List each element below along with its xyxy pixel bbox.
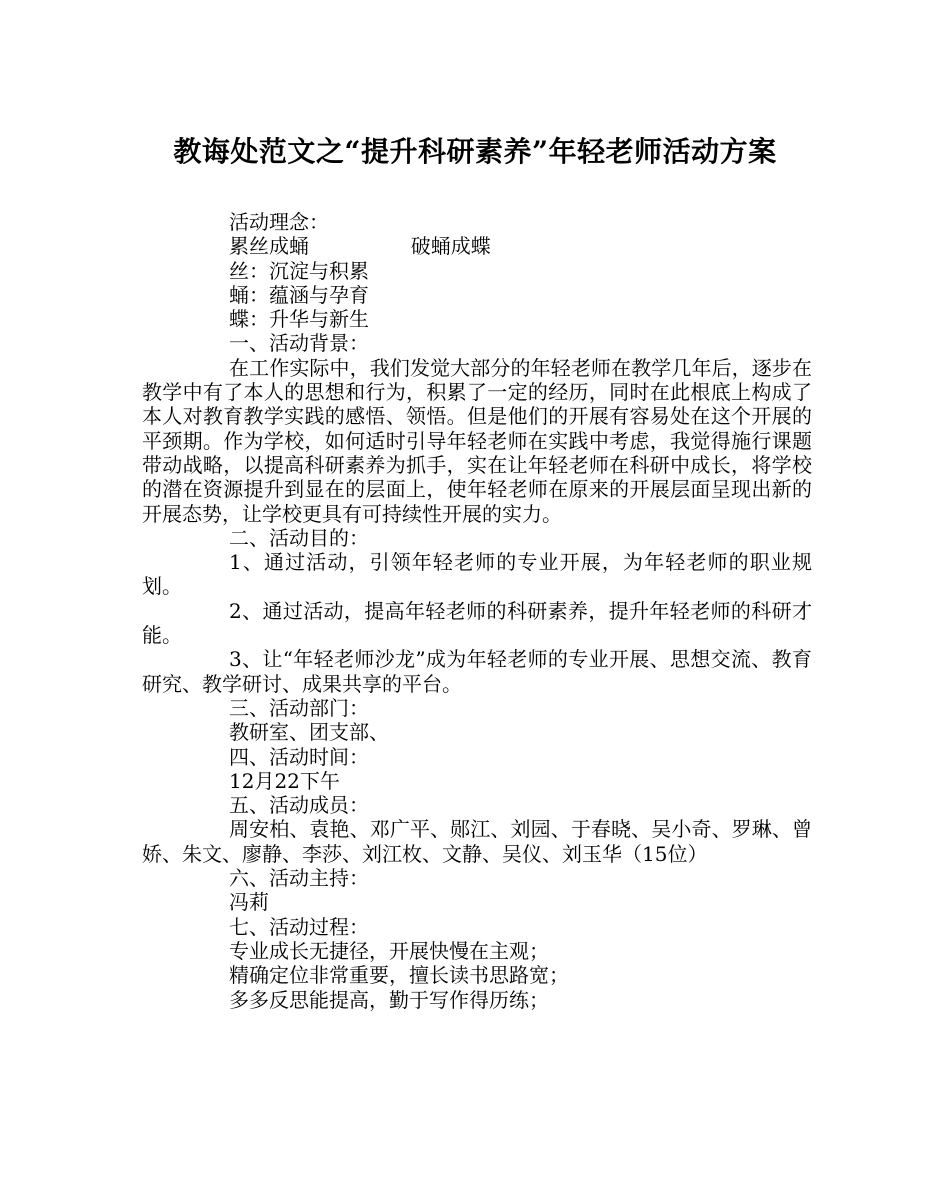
document-title: 教诲处范文之“提升科研素养”年轻老师活动方案 <box>173 135 777 168</box>
section-heading-departments: 三、活动部门： <box>229 695 369 720</box>
concept-line-cocoon: 蛹：蕴涵与孕育 <box>229 282 369 307</box>
section-heading-host: 六、活动主持： <box>229 866 369 891</box>
process-line-2: 精确定位非常重要，擅长读书思路宽； <box>229 963 569 988</box>
section-heading-time: 四、活动时间： <box>229 744 369 769</box>
section-heading-process: 七、活动过程： <box>229 914 369 939</box>
concept-line-silk: 丝：沉淀与积累 <box>229 258 369 283</box>
departments-text: 教研室、团支部、 <box>229 720 389 745</box>
time-text: 12月22下午 <box>229 768 340 793</box>
document-body <box>142 210 812 1012</box>
section-heading-purpose: 二、活动目的： <box>229 525 369 550</box>
purpose-item-2: 2、通过活动，提高年轻老师的科研素养，提升年轻老师的科研才能。 <box>142 598 812 648</box>
members-text: 周安柏、袁艳、邓广平、郧江、刘园、于春晓、吴小奇、罗琳、曾娇、朱文、廖静、李莎、刘江枚、文静、吴仪、刘玉华（15位） <box>142 817 812 866</box>
section-heading-members: 五、活动成员： <box>229 793 369 818</box>
concept-line-butterfly: 蝶：升华与新生 <box>229 307 369 332</box>
process-line-3: 多多反思能提高，勤于写作得历练； <box>229 987 549 1012</box>
motto-line: 累丝成蛹 破蛹成蝶 <box>229 234 491 259</box>
background-paragraph: 在工作实际中，我们发觉大部分的年轻老师在教学几年后，逐步在教学中有了本人的思想和行为，积累了一定的经历，同时在此根底上构成了本人对教育教学实践的感悟、领悟。但是他们的开展有容易处在这个开展的平颈期。作为学校，如何适时引导年轻老师在实践中考虑，我觉得施行课题带动战略，以提高科研素养为抓手，实在让年轻老师在科研中成长，将学校的潜在资源提升到显在的层面上，使年轻老师在原来的开展层面呈现出新的开展态势，让学校更具有可持续性开展的实力。 <box>142 355 812 526</box>
process-line-1: 专业成长无捷径，开展快慢在主观； <box>229 938 549 963</box>
purpose-item-3: 3、让“年轻老师沙龙”成为年轻老师的专业开展、思想交流、教育研究、教学研讨、成果共享的平台。 <box>142 647 812 696</box>
section-heading-concept: 活动理念： <box>229 210 329 234</box>
host-text: 冯莉 <box>229 890 269 915</box>
purpose-item-1: 1、通过活动，引领年轻老师的专业开展，为年轻老师的职业规划。 <box>142 550 812 599</box>
section-heading-background: 一、活动背景： <box>229 331 369 356</box>
